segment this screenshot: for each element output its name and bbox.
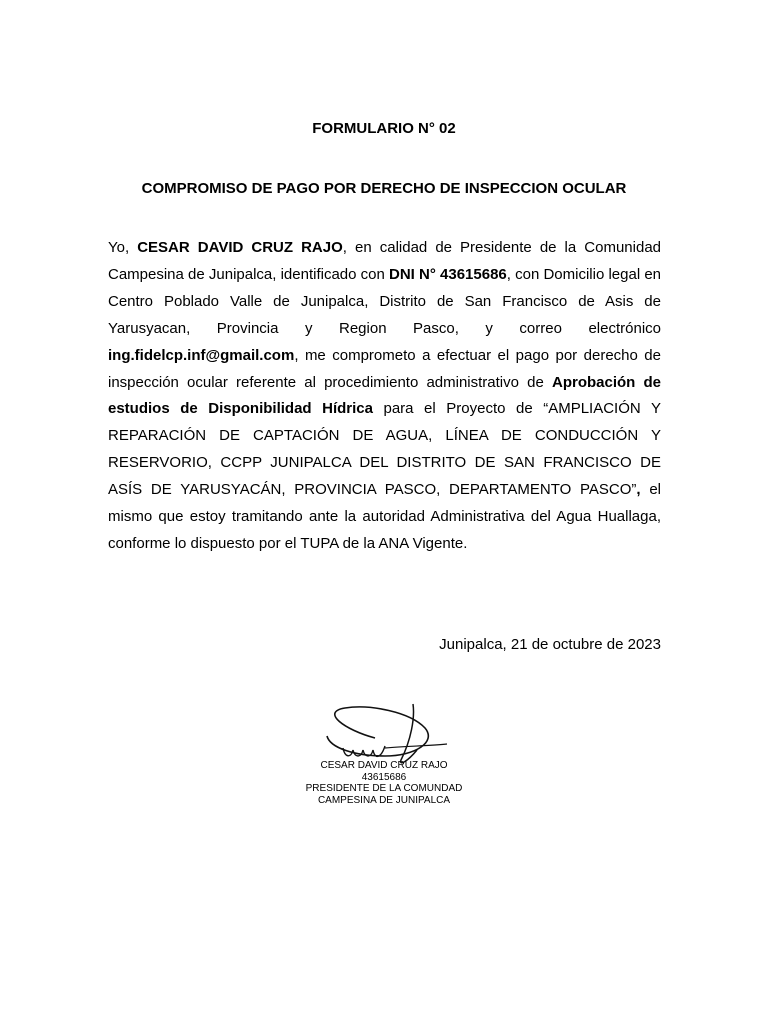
email-address: ing.fidelcp.inf@gmail.com bbox=[108, 346, 295, 364]
dni-number: DNI N° 43615686 bbox=[389, 265, 507, 283]
form-number: FORMULARIO N° 02 bbox=[312, 120, 456, 137]
body-text-4: , me comprometo a efectuar el pago por derecho de inspección ocular referente al procedimiento administrativo de bbox=[108, 346, 661, 391]
commitment-paragraph bbox=[108, 235, 661, 558]
body-text-1: Yo, bbox=[108, 239, 138, 256]
body-text-6: el mismo que estoy tramitando ante la autoridad Administrativa del Agua Huallaga, conforme lo dispuesto por el TUPA de la ANA Vigente. bbox=[108, 481, 661, 552]
signature-block bbox=[284, 760, 484, 806]
signer-role-line-1: PRESIDENTE DE LA COMUNDAD bbox=[305, 783, 463, 794]
procedure-name: Aprobación de estudios de Disponibilidad Hídrica bbox=[108, 373, 661, 418]
bold-comma: , bbox=[636, 481, 641, 499]
document-title: COMPROMISO DE PAGO POR DERECHO DE INSPECCION OCULAR bbox=[141, 180, 627, 197]
signer-role-line-2: CAMPESINA DE JUNIPALCA bbox=[317, 794, 451, 806]
signer-name: CESAR DAVID CRUZ RAJO bbox=[320, 760, 448, 771]
declarant-name: CESAR DAVID CRUZ RAJO bbox=[137, 239, 343, 256]
body-text-2: , en calidad de Presidente de la Comunidad Campesina de Junipalca, identificado con bbox=[108, 239, 661, 283]
place-and-date: Junipalca, 21 de octubre de 2023 bbox=[439, 636, 661, 653]
body-text-5: para el Proyecto de “AMPLIACIÓN Y REPARACIÓN DE CAPTACIÓN DE AGUA, LÍNEA DE CONDUCCIÓN Y RESERVORIO, CCPP JUNIPALCA DEL DISTRITO DE SAN FRANCISCO DE ASÍS DE YARUSYACÁN, PROVINCIA PASCO, DEPARTAMENTO PASCO” bbox=[108, 400, 661, 499]
signer-dni: 43615686 bbox=[361, 771, 407, 783]
body-text-3: , con Domicilio legal en Centro Poblado Valle de Junipalca, Distrito de San Francisco de Asis de Yarusyacan, Provincia y Region Pasco, y correo electrónico bbox=[108, 265, 662, 337]
